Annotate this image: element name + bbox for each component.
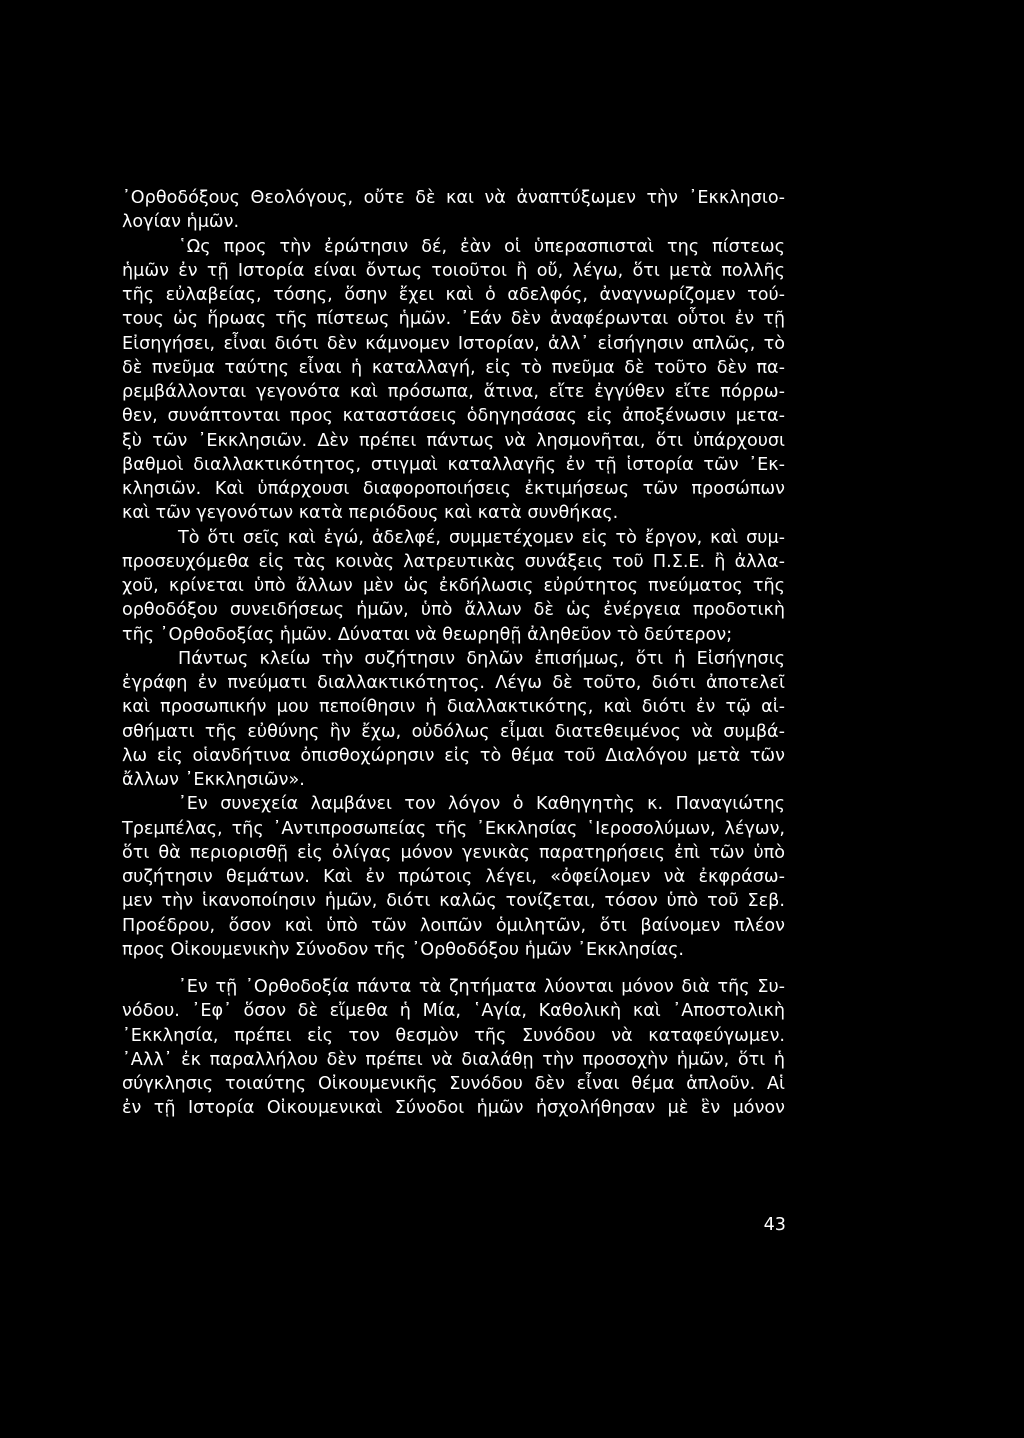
text-line: συζήτησιν θεμάτων. Καὶ ἐν πρώτοις λέγει, «ὀφείλομεν νὰ ἐκφράσω- [122, 867, 785, 887]
text-line: Εἰσηγήσει, εἶναι διότι δὲν κάμνομεν Ιστορίαν, ἀλλ᾿ εἰσήγησιν απλῶς, τὸ [122, 333, 785, 354]
text-line: ὅτι θὰ περιορισθῇ εἰς ὀλίγας μόνον γενικὰς παρατηρήσεις ἐπὶ τῶν ὑπὸ [122, 842, 785, 863]
text-line: τῆς ᾿Ορθοδοξίας ἡμῶν. Δύναται νὰ θεωρηθῇ ἀληθεῦον τὸ δεύτερον; [122, 624, 733, 645]
text-line: θεν, συνάπτονται προς καταστάσεις ὁδηγησάσας εἰς ἀποξένωσιν μετα- [122, 406, 785, 427]
text-line: προσευχόμεθα εἰς τὰς κοινὰς λατρευτικὰς συνάξεις τοῦ Π.Σ.Ε. ἢ ἀλλα- [122, 551, 785, 572]
body-text [122, 186, 785, 1121]
text-line: τους ὡς ἥρωας τῆς πίστεως ἡμῶν. ᾿Εάν δὲν ἀναφέρωνται οὗτοι ἐν τῇ [122, 309, 785, 330]
page-number: 43 [763, 1215, 786, 1235]
text-line: τῆς εὐλαβείας, τόσης, ὅσην ἔχει καὶ ὁ αδελφός, ἀναγνωρίζομεν τού- [122, 285, 785, 305]
text-line: προς Οἰκουμενικὴν Σύνοδον τῆς ᾿Ορθοδόξου ἡμῶν ᾿Εκκλησίας. [122, 939, 685, 960]
text-line: ἐγράφη ἐν πνεύματι διαλλακτικότητος. Λέγω δὲ τοῦτο, διότι ἀποτελεῖ [122, 673, 785, 693]
text-line: σθήματι τῆς εὐθύνης ἣν ἔχω, οὐδόλως εἶμαι διατεθειμένος νὰ συμβά- [122, 721, 785, 742]
text-line: ρεμβάλλονται γεγονότα καὶ πρόσωπα, ἅτινα, εἴτε ἐγγύθεν εἴτε πόρρω- [122, 382, 785, 402]
paragraph-gap [122, 962, 785, 975]
text-line: κλησιῶν. Καὶ ὑπάρχουσι διαφοροποιήσεις ἐκτιμήσεως τῶν προσώπων [122, 479, 785, 499]
text-line: ορθοδόξου συνειδήσεως ἡμῶν, ὑπὸ ἄλλων δὲ ὡς ἐνέργεια προδοτικὴ [122, 600, 785, 621]
text-line: ᾿Ορθοδόξους Θεολόγους, οὔτε δὲ και νὰ ἀναπτύξωμεν τὴν ᾿Εκκλησιο- [122, 188, 785, 208]
text-line: ᾿Εκκλησία, πρέπει εἰς τον θεσμὸν τῆς Συνόδου νὰ καταφεύγωμεν. [122, 1025, 785, 1046]
text-line: Τὸ ὅτι σεῖς καὶ ἐγώ, ἀδελφέ, συμμετέχομεν εἰς τὸ ἔργον, καὶ συμ- [178, 527, 785, 548]
text-line: ἐν τῇ Ιστορία Οἰκουμενικαὶ Σύνοδοι ἡμῶν ἠσχολήθησαν μὲ ἓν μόνον [122, 1098, 785, 1119]
text-line: ῾Ως προς τὴν ἐρώτησιν δέ, ἐὰν οἱ ὑπερασπισταὶ της πίστεως [178, 236, 785, 257]
text-line: ᾿Αλλ᾿ ἐκ παραλλήλου δὲν πρέπει νὰ διαλάθῃ τὴν προσοχὴν ἡμῶν, ὅτι ἡ [122, 1049, 785, 1070]
text-line: ἄλλων ᾿Εκκλησιῶν». [122, 770, 305, 790]
text-line: ᾿Εν συνεχεία λαμβάνει τον λόγον ὁ Καθηγητὴς κ. Παναγιώτης [178, 794, 785, 815]
text-line: Τρεμπέλας, τῆς ᾿Αντιπροσωπείας τῆς ᾿Εκκλησίας ῾Ιεροσολύμων, λέγων, [122, 818, 785, 839]
text-line: σύγκλησις τοιαύτης Οἰκουμενικῆς Συνόδου δὲν εἶναι θέμα ἁπλοῦν. Αἱ [122, 1074, 785, 1094]
text-line: Πάντως κλείω τὴν συζήτησιν δηλῶν ἐπισήμως, ὅτι ἡ Εἰσήγησις [178, 648, 785, 669]
text-line: χοῦ, κρίνεται ὑπὸ ἄλλων μὲν ὡς ἐκδήλωσις εὐρύτητος πνεύματος τῆς [122, 576, 785, 596]
text-line: Προέδρου, ὅσον καὶ ὑπὸ τῶν λοιπῶν ὁμιλητῶν, ὅτι βαίνομεν πλέον [122, 915, 785, 936]
text-line: δὲ πνεῦμα ταύτης εἶναι ἡ καταλλαγή, εἰς τὸ πνεῦμα δὲ τοῦτο δὲν πα- [122, 357, 785, 378]
text-line: καὶ τῶν γεγονότων κατὰ περιόδους καὶ κατὰ συνθήκας. [122, 503, 619, 524]
text-line: ἡμῶν ἐν τῇ Ιστορία είναι ὄντως τοιοῦτοι ἢ οὔ, λέγω, ὅτι μετὰ πολλῆς [122, 260, 785, 281]
text-line: λογίαν ἡμῶν. [122, 212, 240, 233]
text-line: ξὺ τῶν ᾿Εκκλησιῶν. Δὲν πρέπει πάντως νὰ λησμονῆται, ὅτι ὑπάρχουσι [122, 430, 785, 451]
text-line: λω εἰς οἱανδήτινα ὀπισθοχώρησιν εἰς τὸ θέμα τοῦ Διαλόγου μετὰ τῶν [122, 745, 785, 766]
text-line: ᾿Εν τῇ ᾿Ορθοδοξία πάντα τὰ ζητήματα λύονται μόνον διὰ τῆς Συ- [178, 977, 785, 997]
text-line: νόδου. ᾿Εφ᾿ ὅσον δὲ εἴμεθα ἡ Μία, ῾Αγία, Καθολικὴ καὶ ᾿Αποστολικὴ [122, 1001, 785, 1022]
text-line: βαθμοὶ διαλλακτικότητος, στιγμαὶ καταλλαγῆς ἐν τῇ ἱστορία τῶν ᾿Εκ- [122, 454, 785, 475]
text-line: καὶ προσωπικήν μου πεποίθησιν ἡ διαλλακτικότης, καὶ διότι ἐν τῷ αἰ- [122, 697, 785, 718]
text-line: μεν τὴν ἱκανοποίησιν ἡμῶν, διότι καλῶς τονίζεται, τόσον ὑπὸ τοῦ Σεβ. [122, 891, 785, 912]
